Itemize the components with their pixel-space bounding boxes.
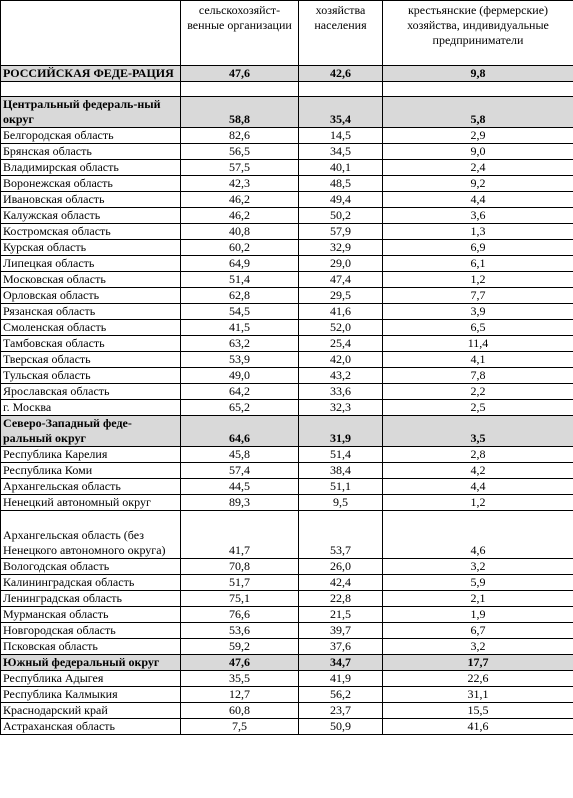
table-row (1, 144, 573, 160)
agri-orgs-cell: 53,9 (181, 352, 299, 368)
agri-orgs-cell: 41,5 (181, 320, 299, 336)
farms-cell: 4,4 (383, 192, 573, 208)
table-row (1, 368, 573, 384)
region-name-cell: Ленинградская область (1, 591, 181, 607)
households-cell: 14,5 (299, 128, 383, 144)
households-cell: 32,3 (299, 400, 383, 416)
region-name-cell: Новгородская область (1, 623, 181, 639)
region-name-cell: Ивановская область (1, 192, 181, 208)
households-cell: 25,4 (299, 336, 383, 352)
households-cell: 50,2 (299, 208, 383, 224)
region-name-cell: Республика Калмыкия (1, 687, 181, 703)
table-row (1, 447, 573, 463)
households-cell: 40,1 (299, 160, 383, 176)
header-agri-orgs: сельскохозяйст-венные организации (181, 1, 299, 66)
region-name-cell: Республика Адыгея (1, 671, 181, 687)
agri-orgs-cell: 47,6 (181, 655, 299, 671)
agri-orgs-cell: 63,2 (181, 336, 299, 352)
agri-orgs-cell: 46,2 (181, 208, 299, 224)
agri-orgs-cell: 35,5 (181, 671, 299, 687)
households-cell: 42,4 (299, 575, 383, 591)
farms-cell: 1,9 (383, 607, 573, 623)
households-cell: 56,2 (299, 687, 383, 703)
region-name-cell: Южный федеральный округ (1, 655, 181, 671)
region-name-cell: Воронежская область (1, 176, 181, 192)
households-cell: 35,4 (299, 97, 383, 128)
region-name-cell: Тверская область (1, 352, 181, 368)
table-row (1, 192, 573, 208)
farms-cell: 4,1 (383, 352, 573, 368)
table-row (1, 607, 573, 623)
table-row (1, 703, 573, 719)
header-region (1, 1, 181, 66)
households-cell: 49,4 (299, 192, 383, 208)
table-row (1, 224, 573, 240)
agri-orgs-cell: 41,7 (181, 511, 299, 559)
region-name-cell: Тамбовская область (1, 336, 181, 352)
households-cell: 9,5 (299, 495, 383, 511)
agri-orgs-cell: 82,6 (181, 128, 299, 144)
table-body (1, 66, 573, 735)
farms-cell: 5,8 (383, 97, 573, 128)
farms-cell: 2,2 (383, 384, 573, 400)
table-row (1, 97, 573, 128)
households-cell: 48,5 (299, 176, 383, 192)
farms-cell: 6,9 (383, 240, 573, 256)
table-row (1, 559, 573, 575)
table-row (1, 671, 573, 687)
farms-cell: 6,5 (383, 320, 573, 336)
households-cell: 29,0 (299, 256, 383, 272)
table-row (1, 336, 573, 352)
table-row (1, 687, 573, 703)
region-name-cell: Московская область (1, 272, 181, 288)
region-name-cell: Владимирская область (1, 160, 181, 176)
households-cell: 43,2 (299, 368, 383, 384)
region-name-cell: Орловская область (1, 288, 181, 304)
households-cell: 38,4 (299, 463, 383, 479)
agri-orgs-cell: 57,4 (181, 463, 299, 479)
agri-orgs-cell: 60,2 (181, 240, 299, 256)
region-name-cell: Псковская область (1, 639, 181, 655)
agri-orgs-cell: 7,5 (181, 719, 299, 735)
farms-cell: 31,1 (383, 687, 573, 703)
table-row (1, 160, 573, 176)
agri-orgs-cell: 70,8 (181, 559, 299, 575)
agri-orgs-cell: 64,9 (181, 256, 299, 272)
farms-cell: 3,6 (383, 208, 573, 224)
farms-cell: 3,2 (383, 559, 573, 575)
region-name-cell: Тульская область (1, 368, 181, 384)
region-name-cell: Калининградская область (1, 575, 181, 591)
region-name-cell: Калужская область (1, 208, 181, 224)
table-row (1, 384, 573, 400)
households-cell: 33,6 (299, 384, 383, 400)
table-row (1, 320, 573, 336)
farms-cell: 2,9 (383, 128, 573, 144)
region-name-cell: Липецкая область (1, 256, 181, 272)
households-cell: 51,4 (299, 447, 383, 463)
region-name-cell: Центральный федераль-ный округ (1, 97, 181, 128)
farms-cell: 3,9 (383, 304, 573, 320)
farms-cell: 1,3 (383, 224, 573, 240)
households-cell: 50,9 (299, 719, 383, 735)
agri-orgs-cell: 76,6 (181, 607, 299, 623)
table-row (1, 639, 573, 655)
agri-orgs-cell: 47,6 (181, 66, 299, 82)
table-row (1, 511, 573, 559)
households-cell: 51,1 (299, 479, 383, 495)
table-row (1, 176, 573, 192)
table-row (1, 128, 573, 144)
households-cell: 41,6 (299, 304, 383, 320)
agri-orgs-cell: 40,8 (181, 224, 299, 240)
farms-cell: 9,0 (383, 144, 573, 160)
agri-orgs-cell: 56,5 (181, 144, 299, 160)
households-cell: 39,7 (299, 623, 383, 639)
region-name-cell: г. Москва (1, 400, 181, 416)
agri-orgs-cell: 46,2 (181, 192, 299, 208)
agri-orgs-cell: 75,1 (181, 591, 299, 607)
households-cell: 47,4 (299, 272, 383, 288)
table-row (1, 66, 573, 82)
households-cell: 37,6 (299, 639, 383, 655)
region-name-cell: Республика Карелия (1, 447, 181, 463)
farms-cell: 9,2 (383, 176, 573, 192)
farms-cell: 41,6 (383, 719, 573, 735)
table-row (1, 463, 573, 479)
table-row (1, 288, 573, 304)
farms-cell: 4,2 (383, 463, 573, 479)
farms-cell: 3,5 (383, 416, 573, 447)
region-name-cell: Смоленская область (1, 320, 181, 336)
region-name-cell: Краснодарский край (1, 703, 181, 719)
households-cell: 26,0 (299, 559, 383, 575)
households-cell: 29,5 (299, 288, 383, 304)
agri-orgs-cell: 62,8 (181, 288, 299, 304)
households-cell: 42,6 (299, 66, 383, 82)
farms-cell: 1,2 (383, 272, 573, 288)
farms-cell: 15,5 (383, 703, 573, 719)
agri-orgs-cell: 54,5 (181, 304, 299, 320)
agri-orgs-cell: 12,7 (181, 687, 299, 703)
agri-orgs-cell: 59,2 (181, 639, 299, 655)
farms-cell: 6,7 (383, 623, 573, 639)
farms-cell: 11,4 (383, 336, 573, 352)
farms-cell: 2,8 (383, 447, 573, 463)
agri-orgs-cell: 60,8 (181, 703, 299, 719)
region-name-cell: Курская область (1, 240, 181, 256)
agri-orgs-cell: 64,2 (181, 384, 299, 400)
region-name-cell: РОССИЙСКАЯ ФЕДЕ-РАЦИЯ (1, 66, 181, 82)
table-row (1, 655, 573, 671)
agri-orgs-cell: 45,8 (181, 447, 299, 463)
agri-orgs-cell: 49,0 (181, 368, 299, 384)
agri-orgs-cell: 44,5 (181, 479, 299, 495)
table-row (1, 208, 573, 224)
region-name-cell: Астраханская область (1, 719, 181, 735)
agri-orgs-cell (181, 82, 299, 97)
households-cell: 42,0 (299, 352, 383, 368)
farms-cell: 9,8 (383, 66, 573, 82)
farms-cell: 7,7 (383, 288, 573, 304)
table-row (1, 591, 573, 607)
region-name-cell: Белгородская область (1, 128, 181, 144)
region-name-cell: Республика Коми (1, 463, 181, 479)
farms-cell: 4,6 (383, 511, 573, 559)
farms-cell: 3,2 (383, 639, 573, 655)
agri-orgs-cell: 65,2 (181, 400, 299, 416)
households-cell: 41,9 (299, 671, 383, 687)
households-cell (299, 82, 383, 97)
region-name-cell: Северо-Западный феде-ральный округ (1, 416, 181, 447)
farms-cell: 7,8 (383, 368, 573, 384)
table-row (1, 256, 573, 272)
households-cell: 31,9 (299, 416, 383, 447)
agri-orgs-cell: 64,6 (181, 416, 299, 447)
region-name-cell: Ненецкий автономный округ (1, 495, 181, 511)
households-cell: 32,9 (299, 240, 383, 256)
farms-cell: 1,2 (383, 495, 573, 511)
region-name-cell: Архангельская область (1, 479, 181, 495)
table-row (1, 416, 573, 447)
table-row (1, 623, 573, 639)
spacer-row (1, 82, 573, 97)
households-cell: 53,7 (299, 511, 383, 559)
agri-orgs-cell: 57,5 (181, 160, 299, 176)
farms-cell: 22,6 (383, 671, 573, 687)
farms-cell: 2,5 (383, 400, 573, 416)
region-name-cell: Костромская область (1, 224, 181, 240)
agri-orgs-cell: 53,6 (181, 623, 299, 639)
households-cell: 23,7 (299, 703, 383, 719)
region-name-cell: Мурманская область (1, 607, 181, 623)
table-row (1, 352, 573, 368)
farms-cell: 4,4 (383, 479, 573, 495)
table-row (1, 400, 573, 416)
agri-orgs-cell: 58,8 (181, 97, 299, 128)
table-row (1, 240, 573, 256)
households-cell: 34,7 (299, 655, 383, 671)
table-row (1, 479, 573, 495)
header-households: хозяйства населения (299, 1, 383, 66)
farms-cell: 5,9 (383, 575, 573, 591)
households-cell: 57,9 (299, 224, 383, 240)
farms-cell: 17,7 (383, 655, 573, 671)
region-name-cell: Архангельская область (без Ненецкого автономного округа) (1, 511, 181, 559)
region-name-cell: Рязанская область (1, 304, 181, 320)
region-name-cell: Брянская область (1, 144, 181, 160)
agri-orgs-cell: 51,4 (181, 272, 299, 288)
farms-cell: 2,1 (383, 591, 573, 607)
farms-cell: 6,1 (383, 256, 573, 272)
farms-cell: 2,4 (383, 160, 573, 176)
table-header-row (1, 1, 573, 66)
farms-cell (383, 82, 573, 97)
agri-orgs-cell: 42,3 (181, 176, 299, 192)
households-cell: 22,8 (299, 591, 383, 607)
table-row (1, 272, 573, 288)
header-farms: крестьянские (фермерские) хозяйства, индивидуальные предприниматели (383, 1, 573, 66)
table-row (1, 304, 573, 320)
region-name-cell: Ярославская область (1, 384, 181, 400)
agri-orgs-cell: 89,3 (181, 495, 299, 511)
region-name-cell (1, 82, 181, 97)
table-row (1, 719, 573, 735)
table-row (1, 575, 573, 591)
table-row (1, 495, 573, 511)
households-cell: 21,5 (299, 607, 383, 623)
region-name-cell: Вологодская область (1, 559, 181, 575)
households-cell: 52,0 (299, 320, 383, 336)
agri-orgs-cell: 51,7 (181, 575, 299, 591)
households-cell: 34,5 (299, 144, 383, 160)
